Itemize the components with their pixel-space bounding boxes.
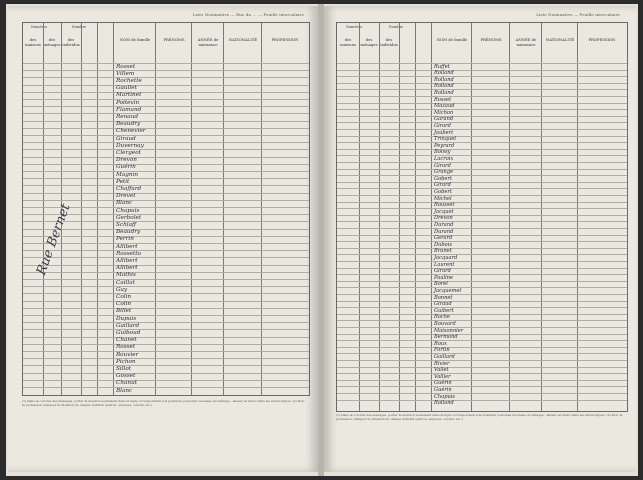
right-surname-entry: Rosset bbox=[434, 96, 452, 103]
right-surname-entry: Durand bbox=[434, 221, 454, 228]
right-row-rule bbox=[337, 353, 627, 354]
right-col-nationalite: NATIONALITÉ bbox=[545, 37, 575, 42]
left-col-prenoms: PRÉNOMS bbox=[163, 37, 185, 42]
right-row-rule bbox=[337, 248, 627, 249]
right-row-rule bbox=[337, 155, 627, 156]
left-surname-entry: Chaffard bbox=[116, 185, 142, 192]
right-surname-entry: Michel bbox=[434, 195, 452, 202]
right-row-rule bbox=[337, 393, 627, 394]
left-row-rule bbox=[23, 286, 309, 287]
left-surname-entry: Rosset bbox=[116, 344, 136, 351]
left-surname-entry: Chanut bbox=[116, 380, 138, 387]
left-surname-entry: Colin bbox=[116, 293, 132, 300]
right-row-rule bbox=[337, 208, 627, 209]
right-row-rule bbox=[337, 274, 627, 275]
left-surname-entry: Billet bbox=[116, 308, 132, 315]
left-surname-entry: Blanc bbox=[116, 200, 133, 207]
left-surname-entry: Gaullet bbox=[116, 85, 137, 92]
left-col-nationalite: NATIONALITÉ bbox=[228, 37, 258, 42]
right-row-rule bbox=[337, 373, 627, 374]
left-surname-entry: Petit bbox=[116, 178, 130, 185]
left-col-annee: ANNÉE de naissance bbox=[197, 37, 219, 48]
right-surname-entry: Girard bbox=[434, 122, 451, 129]
right-surname-entry: Rolland bbox=[434, 70, 454, 77]
right-footnote: (1) Dans la colonne des ménages, porter la mention seulement dans la ligne correspondant à la première personne recensée du ménage ; laisser en blanc dans les autres lignes. (2) Pour la profession, indiquer la situation de chaque individu (patron, employé, ouvrier, etc.). bbox=[336, 413, 623, 421]
right-surname-entry: Rolland bbox=[434, 76, 454, 83]
left-col-maisons: des maisons bbox=[25, 37, 41, 48]
right-surname-entry: Gerard bbox=[434, 235, 453, 242]
right-row-rule bbox=[337, 96, 627, 97]
right-row-rule bbox=[337, 83, 627, 84]
right-row-rule bbox=[337, 169, 627, 170]
right-row-rule bbox=[337, 221, 627, 222]
right-group-nombre: Nombre bbox=[388, 25, 404, 29]
left-surname-entry: Renaud bbox=[116, 113, 139, 120]
left-row-rule bbox=[23, 92, 309, 93]
left-surname-entry: Drevon bbox=[116, 157, 137, 164]
left-row-rule bbox=[23, 106, 309, 107]
left-col-profession: PROFESSION bbox=[271, 37, 299, 42]
right-surname-entry: Vallier bbox=[434, 373, 451, 380]
left-row-rule bbox=[23, 322, 309, 323]
right-row-rule bbox=[337, 63, 627, 64]
right-surname-entry: Roche bbox=[434, 314, 451, 321]
right-row-rule bbox=[337, 70, 627, 71]
right-row-rule bbox=[337, 142, 627, 143]
right-surname-entry: Jacquemet bbox=[434, 287, 462, 294]
right-surname-entry: Gobert bbox=[434, 175, 452, 182]
right-row-rule bbox=[337, 340, 627, 341]
left-row-rule bbox=[23, 193, 309, 194]
right-surname-entry: Chapuis bbox=[434, 393, 455, 400]
left-row-rule bbox=[23, 236, 309, 237]
left-surname-entry: Colin bbox=[116, 301, 132, 308]
right-row-rule bbox=[337, 268, 627, 269]
right-running-header: Liste Nominative — Feuille intercalaire bbox=[536, 12, 620, 17]
left-row-rule bbox=[23, 351, 309, 352]
right-surname-entry: Girard bbox=[434, 182, 451, 189]
left-surname-entry: Bouvier bbox=[116, 351, 139, 358]
right-surname-entry: Gobert bbox=[434, 188, 452, 195]
left-row-rule bbox=[23, 70, 309, 71]
left-row-rule bbox=[23, 135, 309, 136]
left-row-rule bbox=[23, 279, 309, 280]
right-surname-entry: Jacquard bbox=[434, 254, 458, 261]
left-surname-entry: Gerbolet bbox=[116, 214, 142, 221]
right-surname-entry: Fortin bbox=[434, 347, 450, 354]
left-row-rule bbox=[23, 157, 309, 158]
right-row-rule bbox=[337, 347, 627, 348]
right-col-nom: NOM de famille bbox=[436, 37, 468, 42]
right-row-rule bbox=[337, 400, 627, 401]
left-row-rule bbox=[23, 121, 309, 122]
right-surname-entry: Jacquet bbox=[434, 208, 454, 215]
left-row-rule bbox=[23, 185, 309, 186]
right-surname-entry: Girard bbox=[434, 268, 451, 275]
right-surname-entry: Pauline bbox=[434, 274, 454, 281]
left-row-rule bbox=[23, 358, 309, 359]
left-row-rule bbox=[23, 85, 309, 86]
right-row-rule bbox=[337, 367, 627, 368]
left-surname-entry: Chanet bbox=[116, 337, 137, 344]
right-row-rule bbox=[337, 294, 627, 295]
left-surname-entry: Guiboud bbox=[116, 329, 141, 336]
right-surname-entry: Garand bbox=[434, 116, 454, 123]
right-row-rule bbox=[337, 307, 627, 308]
left-surname-entry: Schlaff bbox=[116, 221, 136, 228]
right-row-rule bbox=[337, 215, 627, 216]
right-col-profession: PROFESSION bbox=[588, 37, 616, 42]
left-row-rule bbox=[23, 315, 309, 316]
left-surname-entry: Sillot bbox=[116, 365, 132, 372]
left-row-rule bbox=[23, 329, 309, 330]
right-surname-entry: Jaubert bbox=[434, 129, 454, 136]
left-table-rows bbox=[23, 63, 309, 395]
left-row-rule bbox=[23, 149, 309, 150]
left-surname-entry: Blanc bbox=[116, 387, 133, 394]
right-surname-entry: Rolland bbox=[434, 89, 454, 96]
right-row-rule bbox=[337, 109, 627, 110]
left-row-rule bbox=[23, 308, 309, 309]
right-surname-entry: Rivier bbox=[434, 360, 450, 367]
right-row-rule bbox=[337, 281, 627, 282]
right-table-rows bbox=[337, 63, 627, 411]
left-surname-entry: Beaudry bbox=[116, 229, 141, 236]
left-margin-street-note: Rue Bernet bbox=[34, 201, 74, 278]
left-surname-entry: Magnin bbox=[116, 171, 139, 178]
right-surname-entry: Brunet bbox=[434, 248, 452, 255]
right-row-rule bbox=[337, 76, 627, 77]
right-surname-entry: Peyrard bbox=[434, 142, 455, 149]
right-row-rule bbox=[337, 129, 627, 130]
left-row-rule bbox=[23, 337, 309, 338]
left-row-rule bbox=[23, 301, 309, 302]
left-surname-entry: Villem bbox=[116, 70, 135, 77]
right-row-rule bbox=[337, 116, 627, 117]
right-surname-entry: Trinquet bbox=[434, 136, 457, 143]
right-col-menages: des ménages bbox=[360, 37, 378, 48]
left-group-numeros: Numéros bbox=[30, 25, 48, 29]
right-row-rule bbox=[337, 235, 627, 236]
right-row-rule bbox=[337, 261, 627, 262]
left-surname-entry: Dupuis bbox=[116, 315, 137, 322]
left-surname-entry: Pichon bbox=[116, 358, 136, 365]
left-table-header bbox=[23, 23, 309, 64]
left-surname-entry: Martinet bbox=[116, 92, 142, 99]
left-surname-entry: Chapuis bbox=[116, 207, 140, 214]
left-group-nombre: Nombre bbox=[71, 25, 87, 29]
left-surname-entry: Clergeot bbox=[116, 149, 141, 156]
left-surname-entry: Guérin bbox=[116, 164, 136, 171]
left-surname-entry: Poitevin bbox=[116, 99, 140, 106]
left-row-rule bbox=[23, 200, 309, 201]
left-surname-entry: Allibert bbox=[116, 265, 138, 272]
left-surname-entry: Allibert bbox=[116, 257, 138, 264]
right-row-rule bbox=[337, 188, 627, 189]
right-col-annee: ANNÉE de naissance bbox=[515, 37, 537, 48]
left-running-header: Liste Nominative — Rue du ... — Feuille intercalaire bbox=[193, 12, 304, 17]
right-col-prenoms: PRÉNOMS bbox=[480, 37, 502, 42]
right-surname-entry: Grange bbox=[434, 169, 454, 176]
left-row-rule bbox=[23, 272, 309, 273]
right-surname-entry: Guérin bbox=[434, 386, 452, 393]
left-surname-entry: Flamand bbox=[116, 106, 142, 113]
right-row-rule bbox=[337, 334, 627, 335]
left-surname-entry: Beaudry bbox=[116, 121, 141, 128]
left-surname-entry: Gosset bbox=[116, 373, 136, 380]
right-surname-entry: Boissy bbox=[434, 149, 451, 156]
left-row-rule bbox=[23, 373, 309, 374]
right-row-rule bbox=[337, 182, 627, 183]
left-row-rule bbox=[23, 265, 309, 266]
right-row-rule bbox=[337, 202, 627, 203]
right-row-rule bbox=[337, 136, 627, 137]
right-surname-entry: Roux bbox=[434, 340, 448, 347]
left-row-rule bbox=[23, 113, 309, 114]
left-surname-entry: Duvernay bbox=[116, 142, 144, 149]
left-row-rule bbox=[23, 293, 309, 294]
right-col-individus: des individus bbox=[380, 37, 398, 48]
right-row-rule bbox=[337, 122, 627, 123]
right-row-rule bbox=[337, 360, 627, 361]
right-row-rule bbox=[337, 228, 627, 229]
right-surname-entry: Laurent bbox=[434, 261, 455, 268]
right-surname-entry: Ruffet bbox=[434, 63, 450, 70]
right-table-header bbox=[337, 23, 627, 64]
right-surname-entry: Bermond bbox=[434, 334, 458, 341]
left-surname-entry: Gaillard bbox=[116, 322, 140, 329]
left-row-rule bbox=[23, 77, 309, 78]
left-surname-entry: Giraud bbox=[116, 135, 136, 142]
right-surname-entry: Guibert bbox=[434, 307, 454, 314]
left-col-menages: des ménages bbox=[43, 37, 61, 48]
right-page bbox=[324, 6, 636, 472]
right-surname-entry: Gaillard bbox=[434, 353, 455, 360]
right-census-table bbox=[336, 22, 628, 412]
left-surname-entry: Allibert bbox=[116, 243, 138, 250]
left-surname-entry: Rochette bbox=[116, 77, 142, 84]
left-col-individus: des individus bbox=[62, 37, 80, 48]
right-surname-entry: Bouvard bbox=[434, 320, 456, 327]
right-surname-entry: Girard bbox=[434, 162, 451, 169]
left-page bbox=[8, 6, 318, 472]
right-surname-entry: Vallet bbox=[434, 367, 449, 374]
right-row-rule bbox=[337, 386, 627, 387]
left-row-rule bbox=[23, 387, 309, 388]
left-row-rule bbox=[23, 178, 309, 179]
left-row-rule bbox=[23, 257, 309, 258]
right-surname-entry: Lacroix bbox=[434, 155, 454, 162]
right-surname-entry: Bonnet bbox=[434, 294, 453, 301]
right-surname-entry: Borel bbox=[434, 281, 448, 288]
right-col-maisons: des maisons bbox=[340, 37, 356, 48]
right-row-rule bbox=[337, 287, 627, 288]
right-surname-entry: Rolland bbox=[434, 400, 454, 407]
right-surname-entry: Mazaud bbox=[434, 103, 455, 110]
right-row-rule bbox=[337, 301, 627, 302]
right-row-rule bbox=[337, 149, 627, 150]
right-surname-entry: Giraud bbox=[434, 301, 452, 308]
right-row-rule bbox=[337, 254, 627, 255]
left-surname-entry: Mathis bbox=[116, 272, 136, 279]
left-col-nom: NOM de famille bbox=[119, 37, 151, 42]
left-surname-entry: Perrin bbox=[116, 236, 134, 243]
right-row-rule bbox=[337, 162, 627, 163]
left-row-rule bbox=[23, 142, 309, 143]
left-surname-entry: Rossetto bbox=[116, 250, 141, 257]
left-row-rule bbox=[23, 171, 309, 172]
right-row-rule bbox=[337, 195, 627, 196]
right-surname-entry: Rolland bbox=[434, 83, 454, 90]
left-row-rule bbox=[23, 250, 309, 251]
right-row-rule bbox=[337, 314, 627, 315]
right-surname-entry: Rousset bbox=[434, 202, 455, 209]
left-row-rule bbox=[23, 63, 309, 64]
left-row-rule bbox=[23, 128, 309, 129]
left-row-rule bbox=[23, 243, 309, 244]
left-row-rule bbox=[23, 229, 309, 230]
left-surname-entry: Gay bbox=[116, 286, 128, 293]
left-row-rule bbox=[23, 99, 309, 100]
left-row-rule bbox=[23, 164, 309, 165]
right-surname-entry: Maisonnier bbox=[434, 327, 464, 334]
right-row-rule bbox=[337, 327, 627, 328]
left-row-rule bbox=[23, 380, 309, 381]
left-surname-entry: Chenevier bbox=[116, 128, 146, 135]
left-surname-entry: Caillat bbox=[116, 279, 135, 286]
left-surname-entry: Drevet bbox=[116, 193, 136, 200]
right-row-rule bbox=[337, 89, 627, 90]
right-surname-entry: Guérin bbox=[434, 380, 452, 387]
document-spread bbox=[6, 4, 638, 476]
right-surname-entry: Michon bbox=[434, 109, 454, 116]
left-footnote: (1) Dans la colonne des ménages, porter la mention seulement dans la ligne correspondant à la première personne recensée du ménage ; laisser en blanc dans les autres lignes. (2) Pour la profession, indiquer la situation de chaque individu (patron, employé, ouvrier, etc.). bbox=[22, 399, 305, 407]
left-surname-entry: Rosset bbox=[116, 63, 136, 70]
left-row-rule bbox=[23, 365, 309, 366]
right-surname-entry: Durand bbox=[434, 228, 454, 235]
right-surname-entry: Dubois bbox=[434, 241, 452, 248]
right-row-rule bbox=[337, 320, 627, 321]
right-row-rule bbox=[337, 380, 627, 381]
right-row-rule bbox=[337, 103, 627, 104]
right-row-rule bbox=[337, 175, 627, 176]
left-row-rule bbox=[23, 344, 309, 345]
right-row-rule bbox=[337, 241, 627, 242]
right-surname-entry: Drevon bbox=[434, 215, 453, 222]
right-group-numeros: Numéros bbox=[345, 25, 363, 29]
